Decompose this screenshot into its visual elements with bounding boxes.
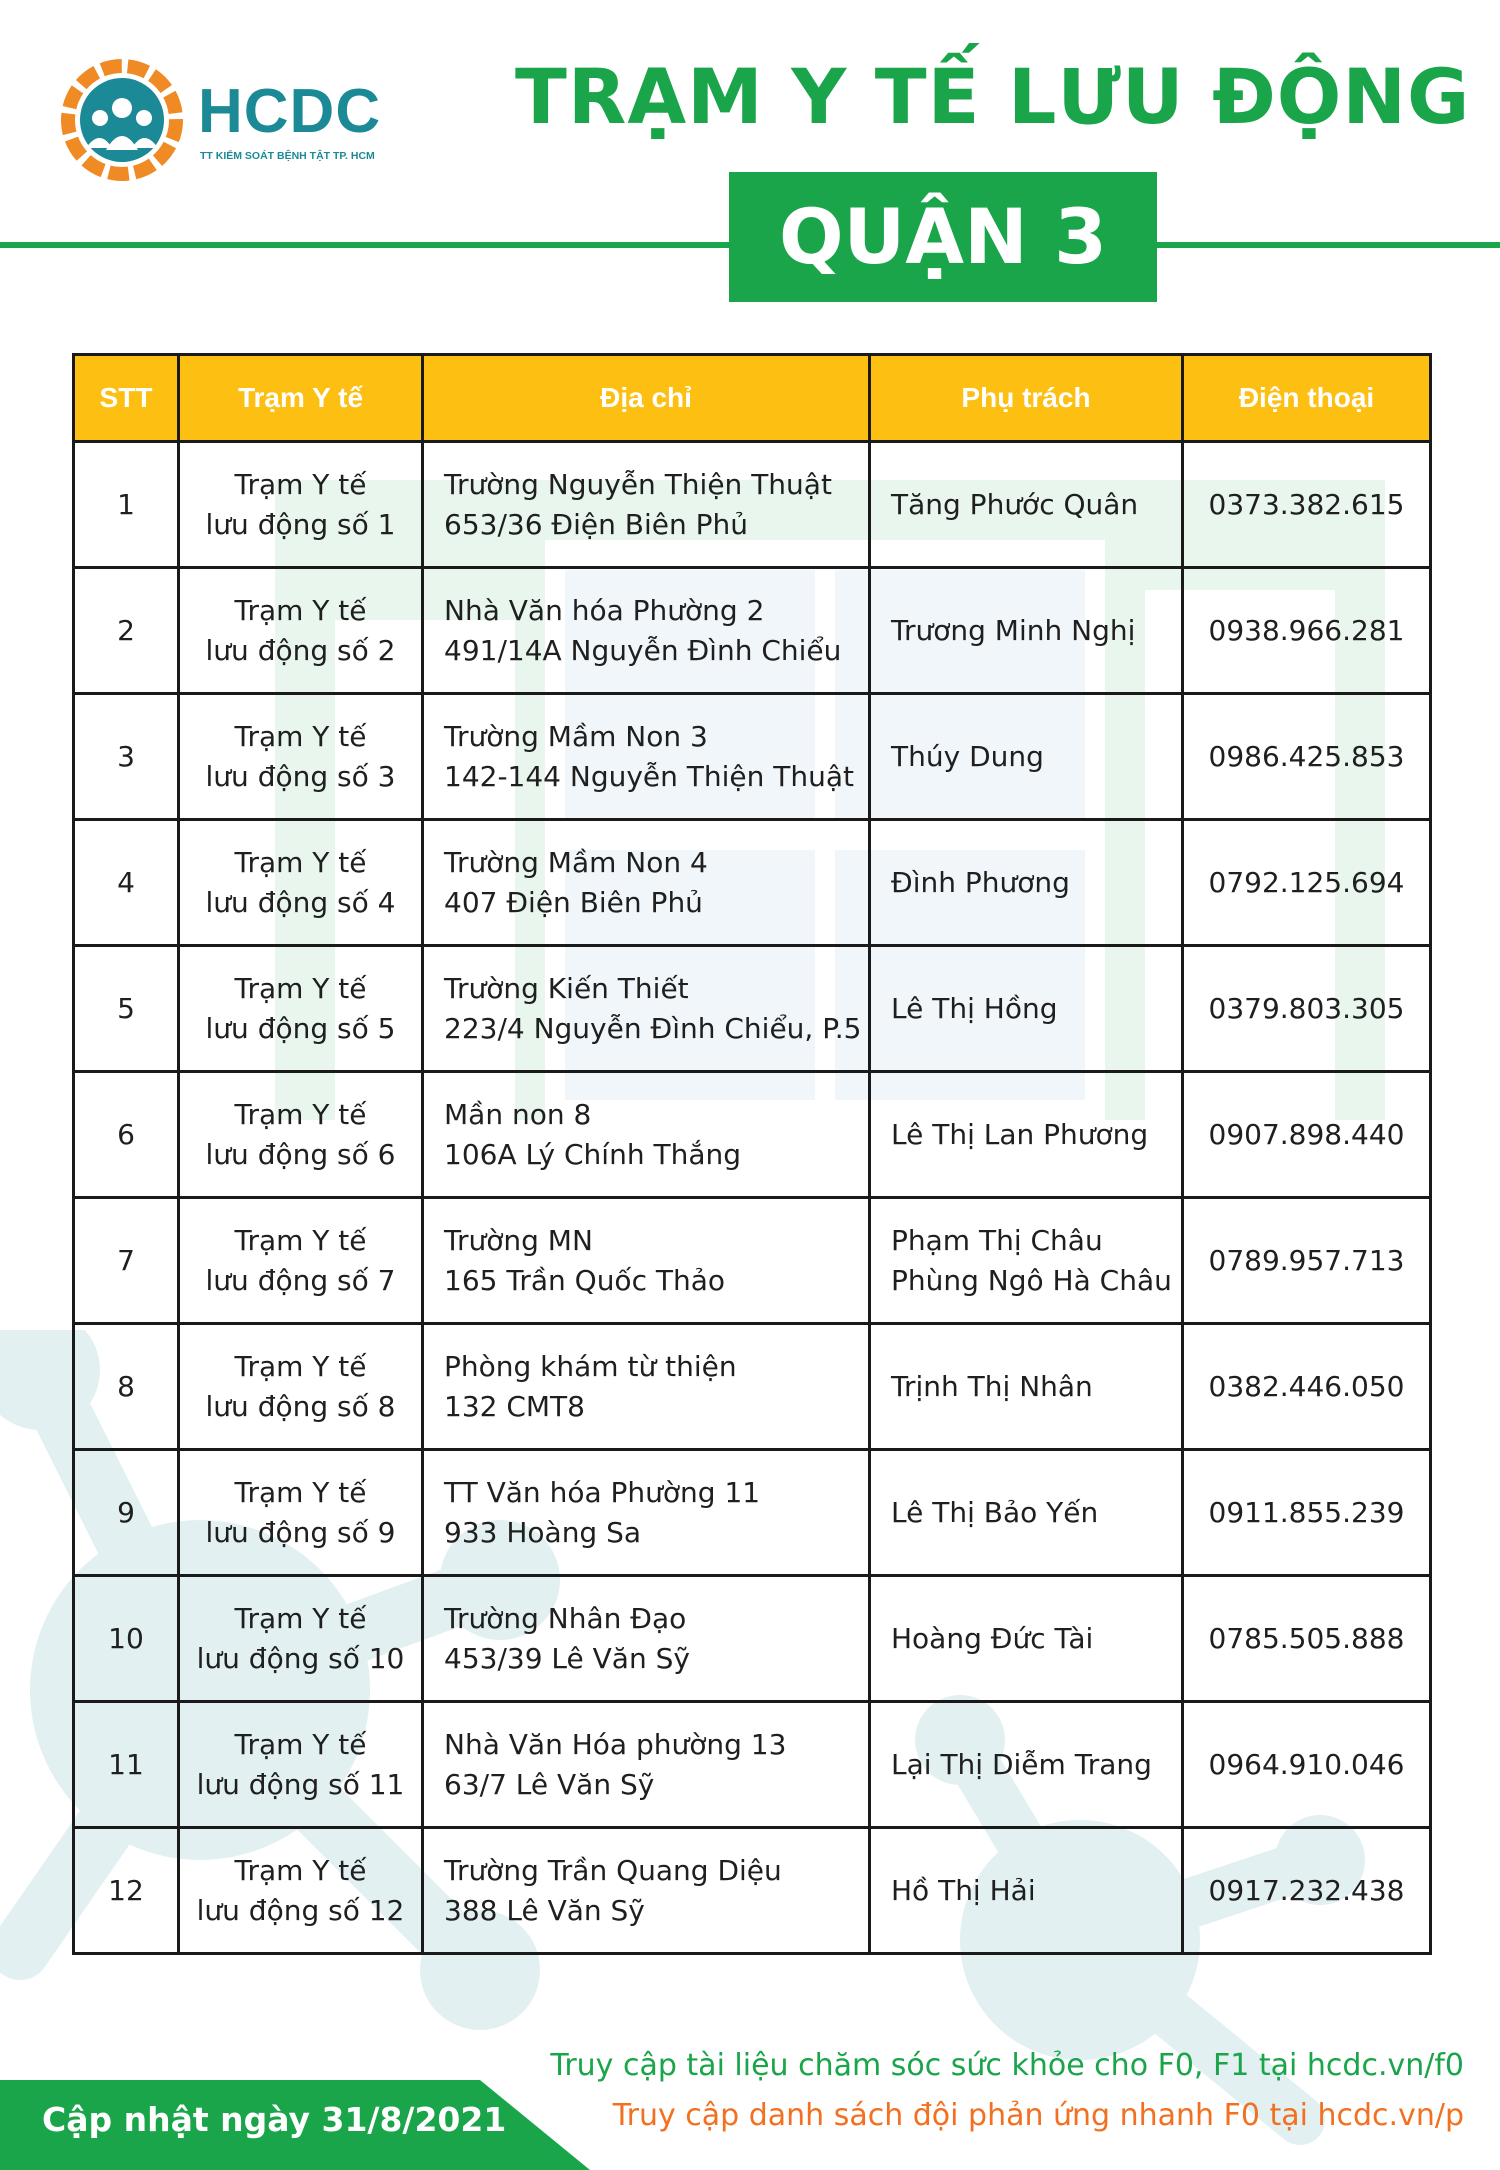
phone-cell: 0785.505.888 <box>1183 1576 1431 1702</box>
station-cell-line: lưu động số 3 <box>205 759 396 793</box>
address-cell <box>423 442 870 568</box>
address-cell-line: TT Văn hóa Phường 11 <box>444 1475 761 1509</box>
stt-cell: 12 <box>74 1828 179 1954</box>
mobile-station-table <box>72 353 1432 1955</box>
station-cell <box>179 1072 423 1198</box>
phone-cell: 0373.382.615 <box>1183 442 1431 568</box>
phone-cell: 0964.910.046 <box>1183 1702 1431 1828</box>
manager-cell-line: Phạm Thị Châu <box>891 1223 1103 1257</box>
station-cell <box>179 1576 423 1702</box>
address-cell-line: Trường Nhân Đạo <box>444 1601 687 1635</box>
station-cell <box>179 946 423 1072</box>
address-cell-line: 453/39 Lê Văn Sỹ <box>444 1641 690 1675</box>
station-cell-line: lưu động số 8 <box>205 1389 396 1423</box>
station-cell-line: lưu động số 9 <box>205 1515 396 1549</box>
address-cell-line: Trường Mầm Non 3 <box>444 719 708 753</box>
manager-cell <box>870 442 1183 568</box>
address-cell <box>423 1198 870 1324</box>
phone-cell: 0379.803.305 <box>1183 946 1431 1072</box>
manager-cell <box>870 1828 1183 1954</box>
stt-cell: 1 <box>74 442 179 568</box>
address-cell <box>423 1450 870 1576</box>
hcdc-emblem-icon <box>60 58 184 182</box>
station-cell-line: Trạm Y tế <box>234 1727 367 1761</box>
manager-cell-line: Trương Minh Nghị <box>891 613 1136 647</box>
address-cell <box>423 820 870 946</box>
stt-cell: 8 <box>74 1324 179 1450</box>
table-row <box>74 442 1431 568</box>
table-row <box>74 1702 1431 1828</box>
phone-cell: 0382.446.050 <box>1183 1324 1431 1450</box>
rapid-response-link[interactable]: Truy cập danh sách đội phản ứng nhanh F0 tại hcdc.vn/p <box>612 2098 1464 2133</box>
address-cell-line: 933 Hoàng Sa <box>444 1515 642 1549</box>
address-cell-line: 142-144 Nguyễn Thiện Thuật <box>444 759 855 793</box>
address-cell-line: 132 CMT8 <box>444 1389 585 1423</box>
manager-cell-line: Tăng Phước Quân <box>891 487 1139 521</box>
manager-cell-line: Lê Thị Bảo Yến <box>891 1495 1099 1529</box>
station-cell <box>179 442 423 568</box>
manager-cell-line: Phùng Ngô Hà Châu <box>891 1263 1172 1297</box>
district-badge: QUẬN 3 <box>729 172 1157 302</box>
manager-cell <box>870 946 1183 1072</box>
station-cell <box>179 568 423 694</box>
station-cell-line: lưu động số 11 <box>196 1767 405 1801</box>
manager-cell-line: Thúy Dung <box>891 739 1044 773</box>
phone-cell: 0907.898.440 <box>1183 1072 1431 1198</box>
manager-cell <box>870 1702 1183 1828</box>
updated-date: Cập nhật ngày 31/8/2021 <box>42 2100 507 2139</box>
column-header-manager: Phụ trách <box>870 355 1183 442</box>
station-cell-line: lưu động số 4 <box>205 885 396 919</box>
stt-cell: 2 <box>74 568 179 694</box>
logo-subtitle: TT KIỂM SOÁT BỆNH TẬT TP. HCM <box>200 150 375 162</box>
hcdc-logo <box>60 58 380 183</box>
stt-cell: 6 <box>74 1072 179 1198</box>
station-cell <box>179 1198 423 1324</box>
address-cell-line: 491/14A Nguyễn Đình Chiểu <box>444 633 842 667</box>
manager-cell-line: Hoàng Đức Tài <box>891 1621 1094 1655</box>
phone-cell: 0917.232.438 <box>1183 1828 1431 1954</box>
table-row <box>74 1324 1431 1450</box>
station-cell <box>179 1450 423 1576</box>
address-cell-line: 653/36 Điện Biên Phủ <box>444 507 748 541</box>
station-cell-line: Trạm Y tế <box>234 467 367 501</box>
station-cell-line: Trạm Y tế <box>234 1475 367 1509</box>
stt-cell: 3 <box>74 694 179 820</box>
station-cell-line: Trạm Y tế <box>234 1097 367 1131</box>
station-cell-line: lưu động số 5 <box>205 1011 396 1045</box>
address-cell <box>423 1828 870 1954</box>
manager-cell <box>870 694 1183 820</box>
station-cell <box>179 1324 423 1450</box>
address-cell-line: Trường Nguyễn Thiện Thuật <box>444 467 832 501</box>
station-cell-line: lưu động số 12 <box>196 1893 405 1927</box>
station-cell-line: Trạm Y tế <box>234 1853 367 1887</box>
manager-cell-line: Lê Thị Hồng <box>891 991 1058 1025</box>
table-row <box>74 694 1431 820</box>
table-body <box>74 442 1431 1954</box>
manager-cell <box>870 820 1183 946</box>
logo-text: HCDC <box>198 77 382 146</box>
address-cell-line: Trường Mầm Non 4 <box>444 845 708 879</box>
station-cell-line: lưu động số 1 <box>205 507 396 541</box>
station-cell-line: Trạm Y tế <box>234 1349 367 1383</box>
address-cell-line: Mần non 8 <box>444 1097 592 1131</box>
manager-cell-line: Lại Thị Diễm Trang <box>891 1747 1152 1781</box>
address-cell <box>423 1702 870 1828</box>
phone-cell: 0938.966.281 <box>1183 568 1431 694</box>
station-cell-line: lưu động số 7 <box>205 1263 396 1297</box>
manager-cell-line: Trịnh Thị Nhân <box>891 1369 1093 1403</box>
station-cell-line: Trạm Y tế <box>234 1223 367 1257</box>
phone-cell: 0792.125.694 <box>1183 820 1431 946</box>
phone-cell: 0986.425.853 <box>1183 694 1431 820</box>
column-header-address: Địa chỉ <box>423 355 870 442</box>
table-row <box>74 1828 1431 1954</box>
address-cell-line: Trường Trần Quang Diệu <box>444 1853 782 1887</box>
address-cell-line: Phòng khám từ thiện <box>444 1349 737 1383</box>
column-header-stt: STT <box>74 355 179 442</box>
station-cell-line: lưu động số 2 <box>205 633 396 667</box>
address-cell <box>423 1072 870 1198</box>
address-cell-line: Nhà Văn hóa Phường 2 <box>444 593 765 627</box>
page-title: TRẠM Y TẾ LƯU ĐỘNG <box>515 52 1471 141</box>
address-cell <box>423 946 870 1072</box>
address-cell-line: 63/7 Lê Văn Sỹ <box>444 1767 655 1801</box>
table-row <box>74 820 1431 946</box>
table-row <box>74 1072 1431 1198</box>
manager-cell <box>870 1072 1183 1198</box>
phone-cell: 0911.855.239 <box>1183 1450 1431 1576</box>
station-cell-line: lưu động số 6 <box>205 1137 396 1171</box>
station-cell <box>179 694 423 820</box>
table-row <box>74 946 1431 1072</box>
f0-f1-care-link[interactable]: Truy cập tài liệu chăm sóc sức khỏe cho F0, F1 tại hcdc.vn/f0 <box>550 2048 1464 2083</box>
address-cell <box>423 1324 870 1450</box>
table-row <box>74 568 1431 694</box>
address-cell <box>423 568 870 694</box>
address-cell-line: Trường MN <box>444 1223 593 1257</box>
stt-cell: 9 <box>74 1450 179 1576</box>
stt-cell: 4 <box>74 820 179 946</box>
address-cell-line: 165 Trần Quốc Thảo <box>444 1263 725 1297</box>
station-cell-line: Trạm Y tế <box>234 845 367 879</box>
stt-cell: 10 <box>74 1576 179 1702</box>
table-row <box>74 1576 1431 1702</box>
station-cell <box>179 1702 423 1828</box>
manager-cell <box>870 1450 1183 1576</box>
stt-cell: 7 <box>74 1198 179 1324</box>
column-header-phone: Điện thoại <box>1183 355 1431 442</box>
station-cell-line: lưu động số 10 <box>196 1641 405 1675</box>
address-cell <box>423 694 870 820</box>
manager-cell-line: Đình Phương <box>891 865 1070 899</box>
address-cell-line: Trường Kiến Thiết <box>444 971 689 1005</box>
stt-cell: 5 <box>74 946 179 1072</box>
address-cell-line: 388 Lê Văn Sỹ <box>444 1893 645 1927</box>
table-header-row <box>74 355 1431 442</box>
table-row <box>74 1450 1431 1576</box>
address-cell-line: Nhà Văn Hóa phường 13 <box>444 1727 787 1761</box>
station-cell <box>179 820 423 946</box>
manager-cell <box>870 568 1183 694</box>
column-header-station: Trạm Y tế <box>179 355 423 442</box>
table-row <box>74 1198 1431 1324</box>
manager-cell-line: Lê Thị Lan Phương <box>891 1117 1149 1151</box>
station-cell-line: Trạm Y tế <box>234 971 367 1005</box>
stt-cell: 11 <box>74 1702 179 1828</box>
address-cell-line: 223/4 Nguyễn Đình Chiểu, P.5 <box>444 1011 862 1045</box>
address-cell <box>423 1576 870 1702</box>
station-cell-line: Trạm Y tế <box>234 1601 367 1635</box>
station-cell-line: Trạm Y tế <box>234 593 367 627</box>
station-cell-line: Trạm Y tế <box>234 719 367 753</box>
phone-cell: 0789.957.713 <box>1183 1198 1431 1324</box>
station-cell <box>179 1828 423 1954</box>
address-cell-line: 106A Lý Chính Thắng <box>444 1137 741 1171</box>
address-cell-line: 407 Điện Biên Phủ <box>444 885 703 919</box>
manager-cell <box>870 1198 1183 1324</box>
manager-cell <box>870 1324 1183 1450</box>
manager-cell <box>870 1576 1183 1702</box>
manager-cell-line: Hồ Thị Hải <box>891 1873 1036 1907</box>
